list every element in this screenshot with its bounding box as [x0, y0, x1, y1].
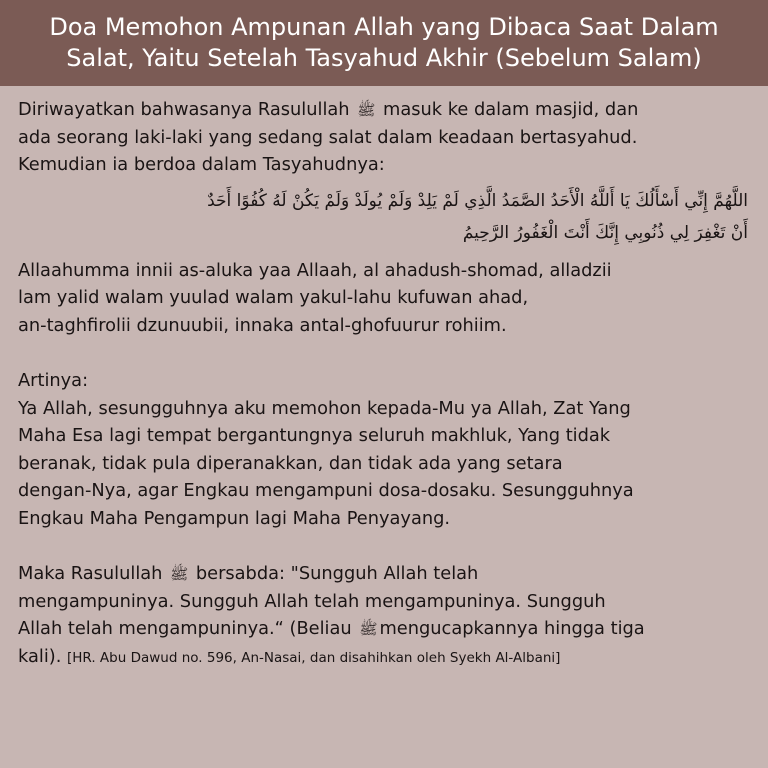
spacer [18, 339, 754, 367]
page-title [0, 0, 768, 86]
closing-text-e: kali). [18, 645, 62, 667]
arabic-line-2: أَنْ تَغْفِرَ لِي ذُنُوبِي إِنَّكَ أَنْتَ الْغَفُورُ الرَّحِيمُ [462, 222, 748, 243]
intro-text-a: Diriwayatkan bahwasanya Rasulullah [18, 99, 350, 120]
latin-line-2: lam yalid walam yuulad walam yakul-lahu kufuwan ahad, [18, 287, 529, 308]
closing-text-d: mengucapkannya hingga tiga [379, 618, 645, 639]
intro-line-3: Kemudian ia berdoa dalam Tasyahudnya: [18, 154, 385, 175]
title-line-1: Doa Memohon Ampunan Allah yang Dibaca Saat Dalam [49, 13, 719, 41]
hadith-source: [HR. Abu Dawud no. 596, An-Nasai, dan disahihkan oleh Syekh Al-Albani] [67, 649, 561, 666]
closing-text-a: Maka Rasulullah [18, 563, 163, 584]
meaning-line-3: beranak, tidak pula diperanakkan, dan tidak ada yang setara [18, 452, 563, 474]
meaning-line-4: dengan-Nya, agar Engkau mengampuni dosa-dosaku. Sesungguhnya [18, 480, 634, 501]
closing-line-2: mengampuninya. Sungguh Allah telah mengampuninya. Sungguh [18, 590, 606, 612]
intro-line-1 [18, 96, 754, 124]
closing-line-3 [18, 615, 754, 643]
arabic-prayer [18, 185, 754, 249]
spacer [18, 532, 754, 560]
meaning-label: Artinya: [18, 370, 89, 391]
intro-line-2: ada seorang laki-laki yang sedang salat dalam keadaan bertasyahud. [18, 126, 638, 148]
content-body [18, 96, 754, 672]
meaning-line-2: Maha Esa lagi tempat bergantungnya seluruh makhluk, Yang tidak [18, 425, 611, 446]
meaning-line-5: Engkau Maha Pengampun lagi Maha Penyayang. [18, 507, 451, 529]
latin-line-1: Allaahumma innii as-aluka yaa Allaah, al ahadush-shomad, alladzii [18, 259, 612, 281]
closing-text-b: bersabda: "Sungguh Allah telah [195, 563, 479, 584]
saw-glyph-icon: ﷺ [359, 619, 378, 638]
closing-line-1 [18, 560, 754, 588]
meaning-line-1: Ya Allah, sesungguhnya aku memohon kepada-Mu ya Allah, Zat Yang [18, 397, 631, 419]
closing-line-4 [18, 643, 754, 673]
latin-line-3: an-taghfirolii dzunuubii, innaka antal-ghofuurur rohiim. [18, 314, 507, 336]
saw-glyph-icon: ﷺ [170, 564, 189, 583]
saw-glyph-icon: ﷺ [357, 100, 376, 119]
closing-text-c: Allah telah mengampuninya.“ (Beliau [18, 618, 352, 639]
intro-text-b: masuk ke dalam masjid, dan [383, 99, 639, 120]
arabic-line-1: اللَّهُمَّ إِنِّي أَسْأَلُكَ يَا أَللَّهُ الْأَحَدُ الصَّمَدُ الَّذِي لَمْ يَلِدْ وَلَمْ يُولَدْ وَلَمْ يَكُنْ لَهُ كُفُوًا أَحَدٌ [207, 190, 748, 211]
title-line-2: Salat, Yaitu Setelah Tasyahud Akhir (Sebelum Salam) [66, 44, 702, 72]
